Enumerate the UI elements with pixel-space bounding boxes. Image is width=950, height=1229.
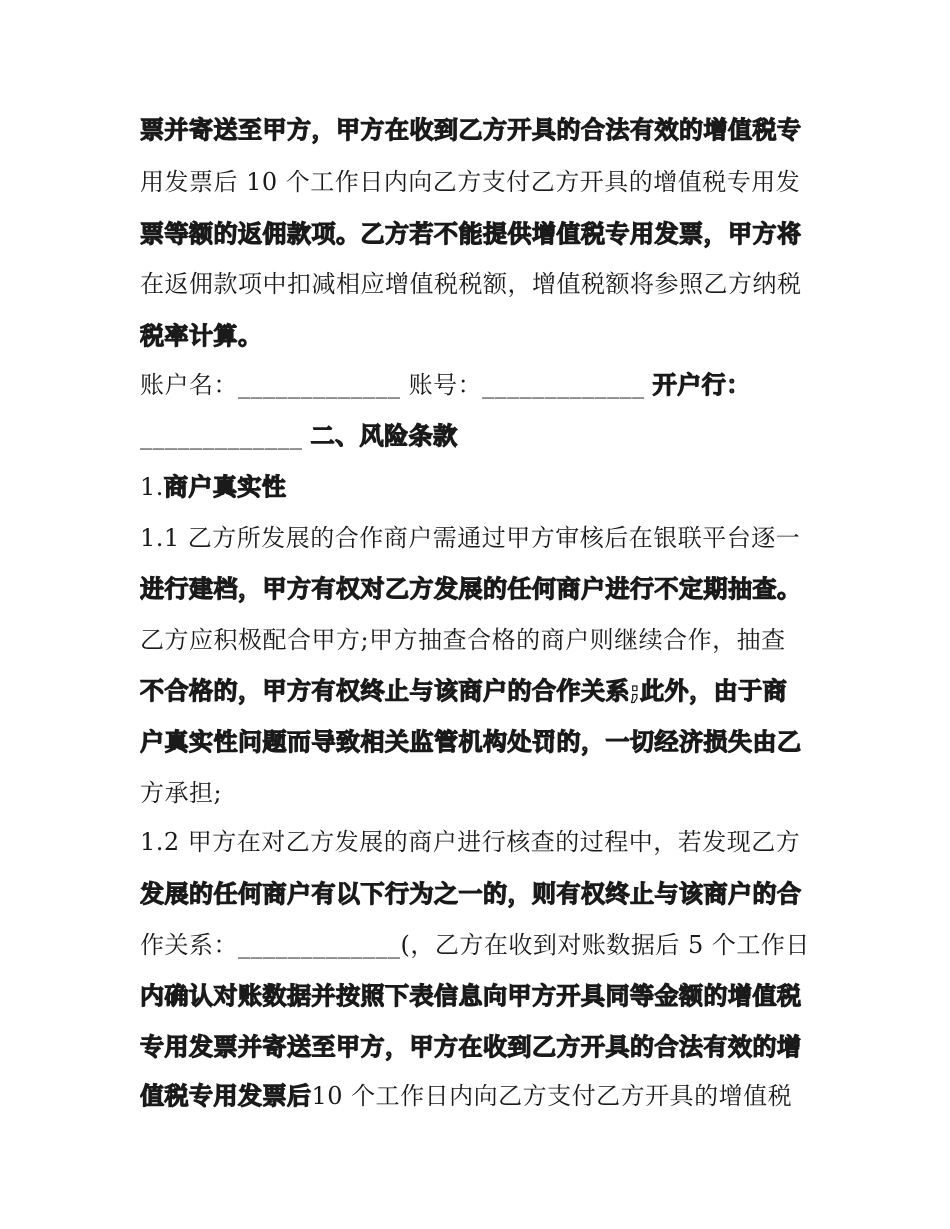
- text-segment: 不合格的，甲方有权终止与该商户的合作关系;此外，由于商: [140, 677, 788, 705]
- text-line: [140, 264, 820, 304]
- text-segment: 发展的任何商户有以下行为之一的，则有权终止与该商户的合: [140, 880, 802, 908]
- section-heading-line: [140, 416, 820, 456]
- text-line: [140, 316, 820, 356]
- text-segment: 税率计算。: [140, 322, 263, 350]
- section-heading: 二、风险条款: [310, 422, 458, 450]
- text-line: [140, 110, 820, 150]
- text-line: [140, 620, 820, 660]
- text-line: [140, 773, 820, 813]
- text-segment: 票等额的返佣款项。乙方若不能提供增值税专用发票，甲方将: [140, 220, 802, 248]
- text-segment: 乙方应积极配合甲方;甲方抽查合格的商户则继续合作，抽查: [140, 626, 786, 654]
- text-line: [140, 722, 820, 762]
- text-segment: 账户名：_____________ 账号：_____________: [140, 371, 653, 399]
- text-segment: 用发票后 10 个工作日内向乙方支付乙方开具的增值税专用发: [140, 168, 801, 196]
- text-segment: 10 个工作日内向乙方支付乙方开具的增值税: [311, 1082, 793, 1110]
- text-segment: _____________: [140, 422, 311, 450]
- text-segment: 1.: [140, 473, 164, 501]
- text-segment: 1.2 甲方在对乙方发展的商户进行核查的过程中，若发现乙方: [140, 828, 801, 856]
- text-line: [140, 569, 820, 609]
- text-segment: 作关系：_____________(，乙方在收到对账数据后 5 个工作日: [140, 931, 810, 959]
- text-segment: 在返佣款项中扣减相应增值税税额，增值税额将参照乙方纳税: [140, 270, 802, 298]
- text-segment: 方承担;: [140, 779, 223, 807]
- text-line: [140, 874, 820, 914]
- text-line: [140, 925, 820, 965]
- text-segment: 户真实性问题而导致相关监管机构处罚的，一切经济损失由乙: [140, 728, 802, 756]
- text-line: [140, 822, 820, 862]
- text-segment: 票并寄送至甲方，甲方在收到乙方开具的合法有效的增值税专: [140, 116, 802, 144]
- text-segment: 进行建档，甲方有权对乙方发展的任何商户进行不定期抽查。: [140, 575, 802, 603]
- text-line: [140, 671, 820, 711]
- account-info-line: [140, 365, 820, 405]
- text-line: [140, 1027, 820, 1067]
- subsection-heading-line: [140, 467, 820, 507]
- text-segment: 专用发票并寄送至甲方，甲方在收到乙方开具的合法有效的增: [140, 1033, 802, 1061]
- subsection-heading: 商户真实性: [163, 473, 287, 501]
- text-line: [140, 518, 820, 558]
- text-line: [140, 1076, 820, 1116]
- text-segment: 开户行：: [652, 371, 751, 399]
- text-segment: 1.1 乙方所发展的合作商户需通过甲方审核后在银联平台逐一: [140, 524, 801, 552]
- text-segment: 内确认对账数据并按照下表信息向甲方开具同等金额的增值税: [140, 982, 802, 1010]
- text-line: [140, 162, 820, 202]
- text-line: [140, 214, 820, 254]
- text-line: [140, 976, 820, 1016]
- text-segment: 值税专用发票后: [140, 1082, 312, 1110]
